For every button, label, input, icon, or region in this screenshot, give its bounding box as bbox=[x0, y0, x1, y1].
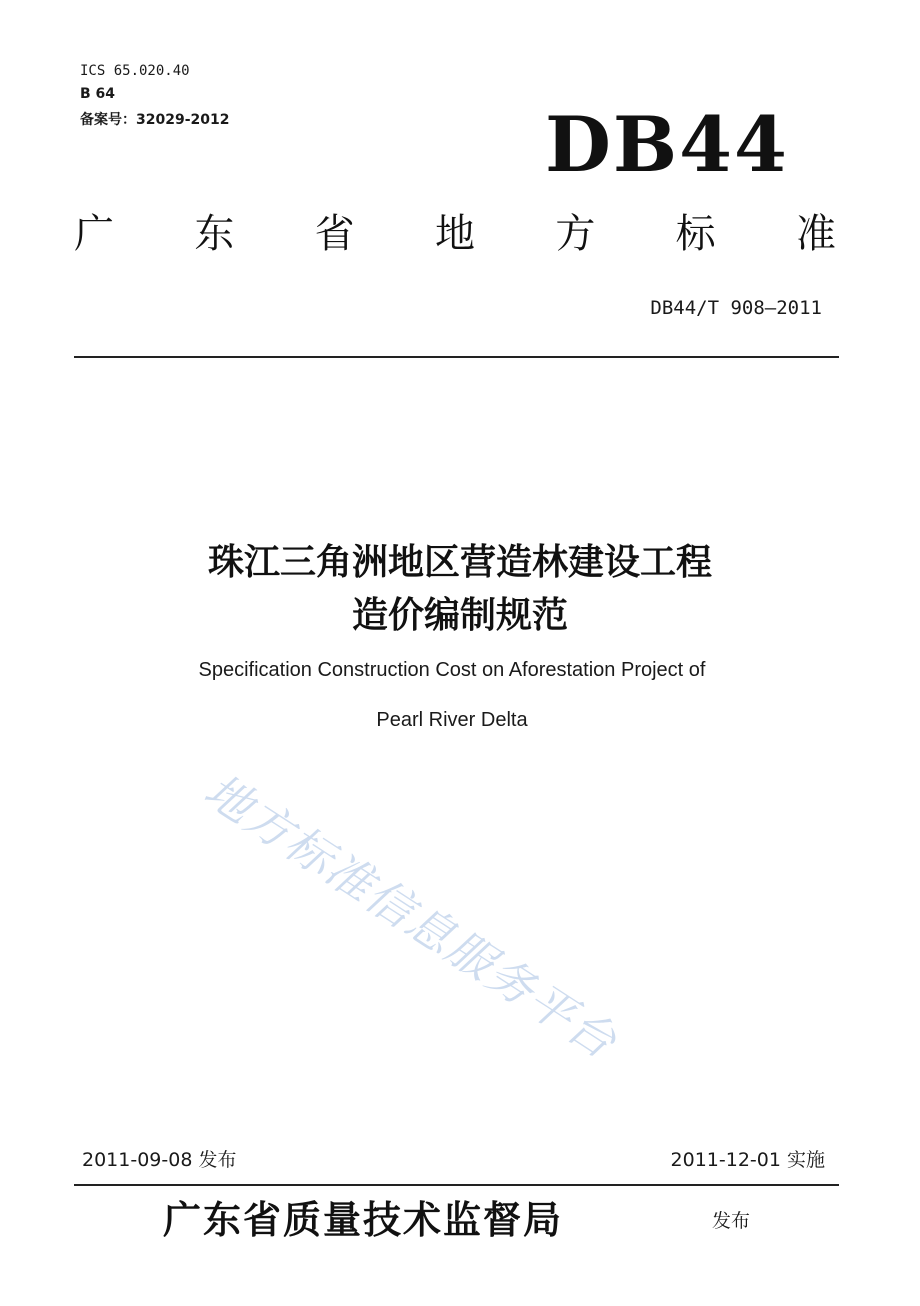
bottom-divider bbox=[74, 1184, 839, 1186]
standard-type-char: 地 bbox=[434, 211, 475, 257]
standard-type-heading bbox=[74, 208, 836, 260]
title-en-line2: Pearl River Delta bbox=[376, 709, 528, 731]
standard-number: DB44/T 908—2011 bbox=[650, 297, 822, 319]
classification-code: B 64 bbox=[80, 86, 116, 102]
publisher-name: 广东省质量技术监督局 bbox=[163, 1197, 564, 1242]
title-zh-line1: 珠江三角洲地区营造林建设工程 bbox=[207, 542, 712, 583]
standard-type-char: 准 bbox=[795, 211, 836, 257]
issue-date: 2011-09-08 发布 bbox=[82, 1149, 237, 1171]
standard-type-char: 广 bbox=[74, 211, 114, 257]
implementation-date: 2011-12-01 实施 bbox=[670, 1149, 825, 1171]
ics-code: ICS 65.020.40 bbox=[80, 63, 190, 79]
watermark: 地方标准信息服务平台 bbox=[195, 762, 628, 1070]
standard-type-char: 东 bbox=[194, 211, 235, 257]
standard-type-char: 标 bbox=[675, 211, 716, 257]
standard-type-char: 方 bbox=[555, 211, 596, 257]
top-divider bbox=[74, 356, 839, 358]
standard-type-char: 省 bbox=[314, 211, 355, 257]
title-en-line1: Specification Construction Cost on Aforestation Project of bbox=[198, 659, 706, 681]
publisher-suffix: 发布 bbox=[712, 1210, 751, 1232]
db-logo: DB44 bbox=[545, 100, 789, 189]
filing-number: 备案号：32029-2012 bbox=[80, 112, 230, 128]
title-zh-line2: 造价编制规范 bbox=[351, 595, 568, 636]
